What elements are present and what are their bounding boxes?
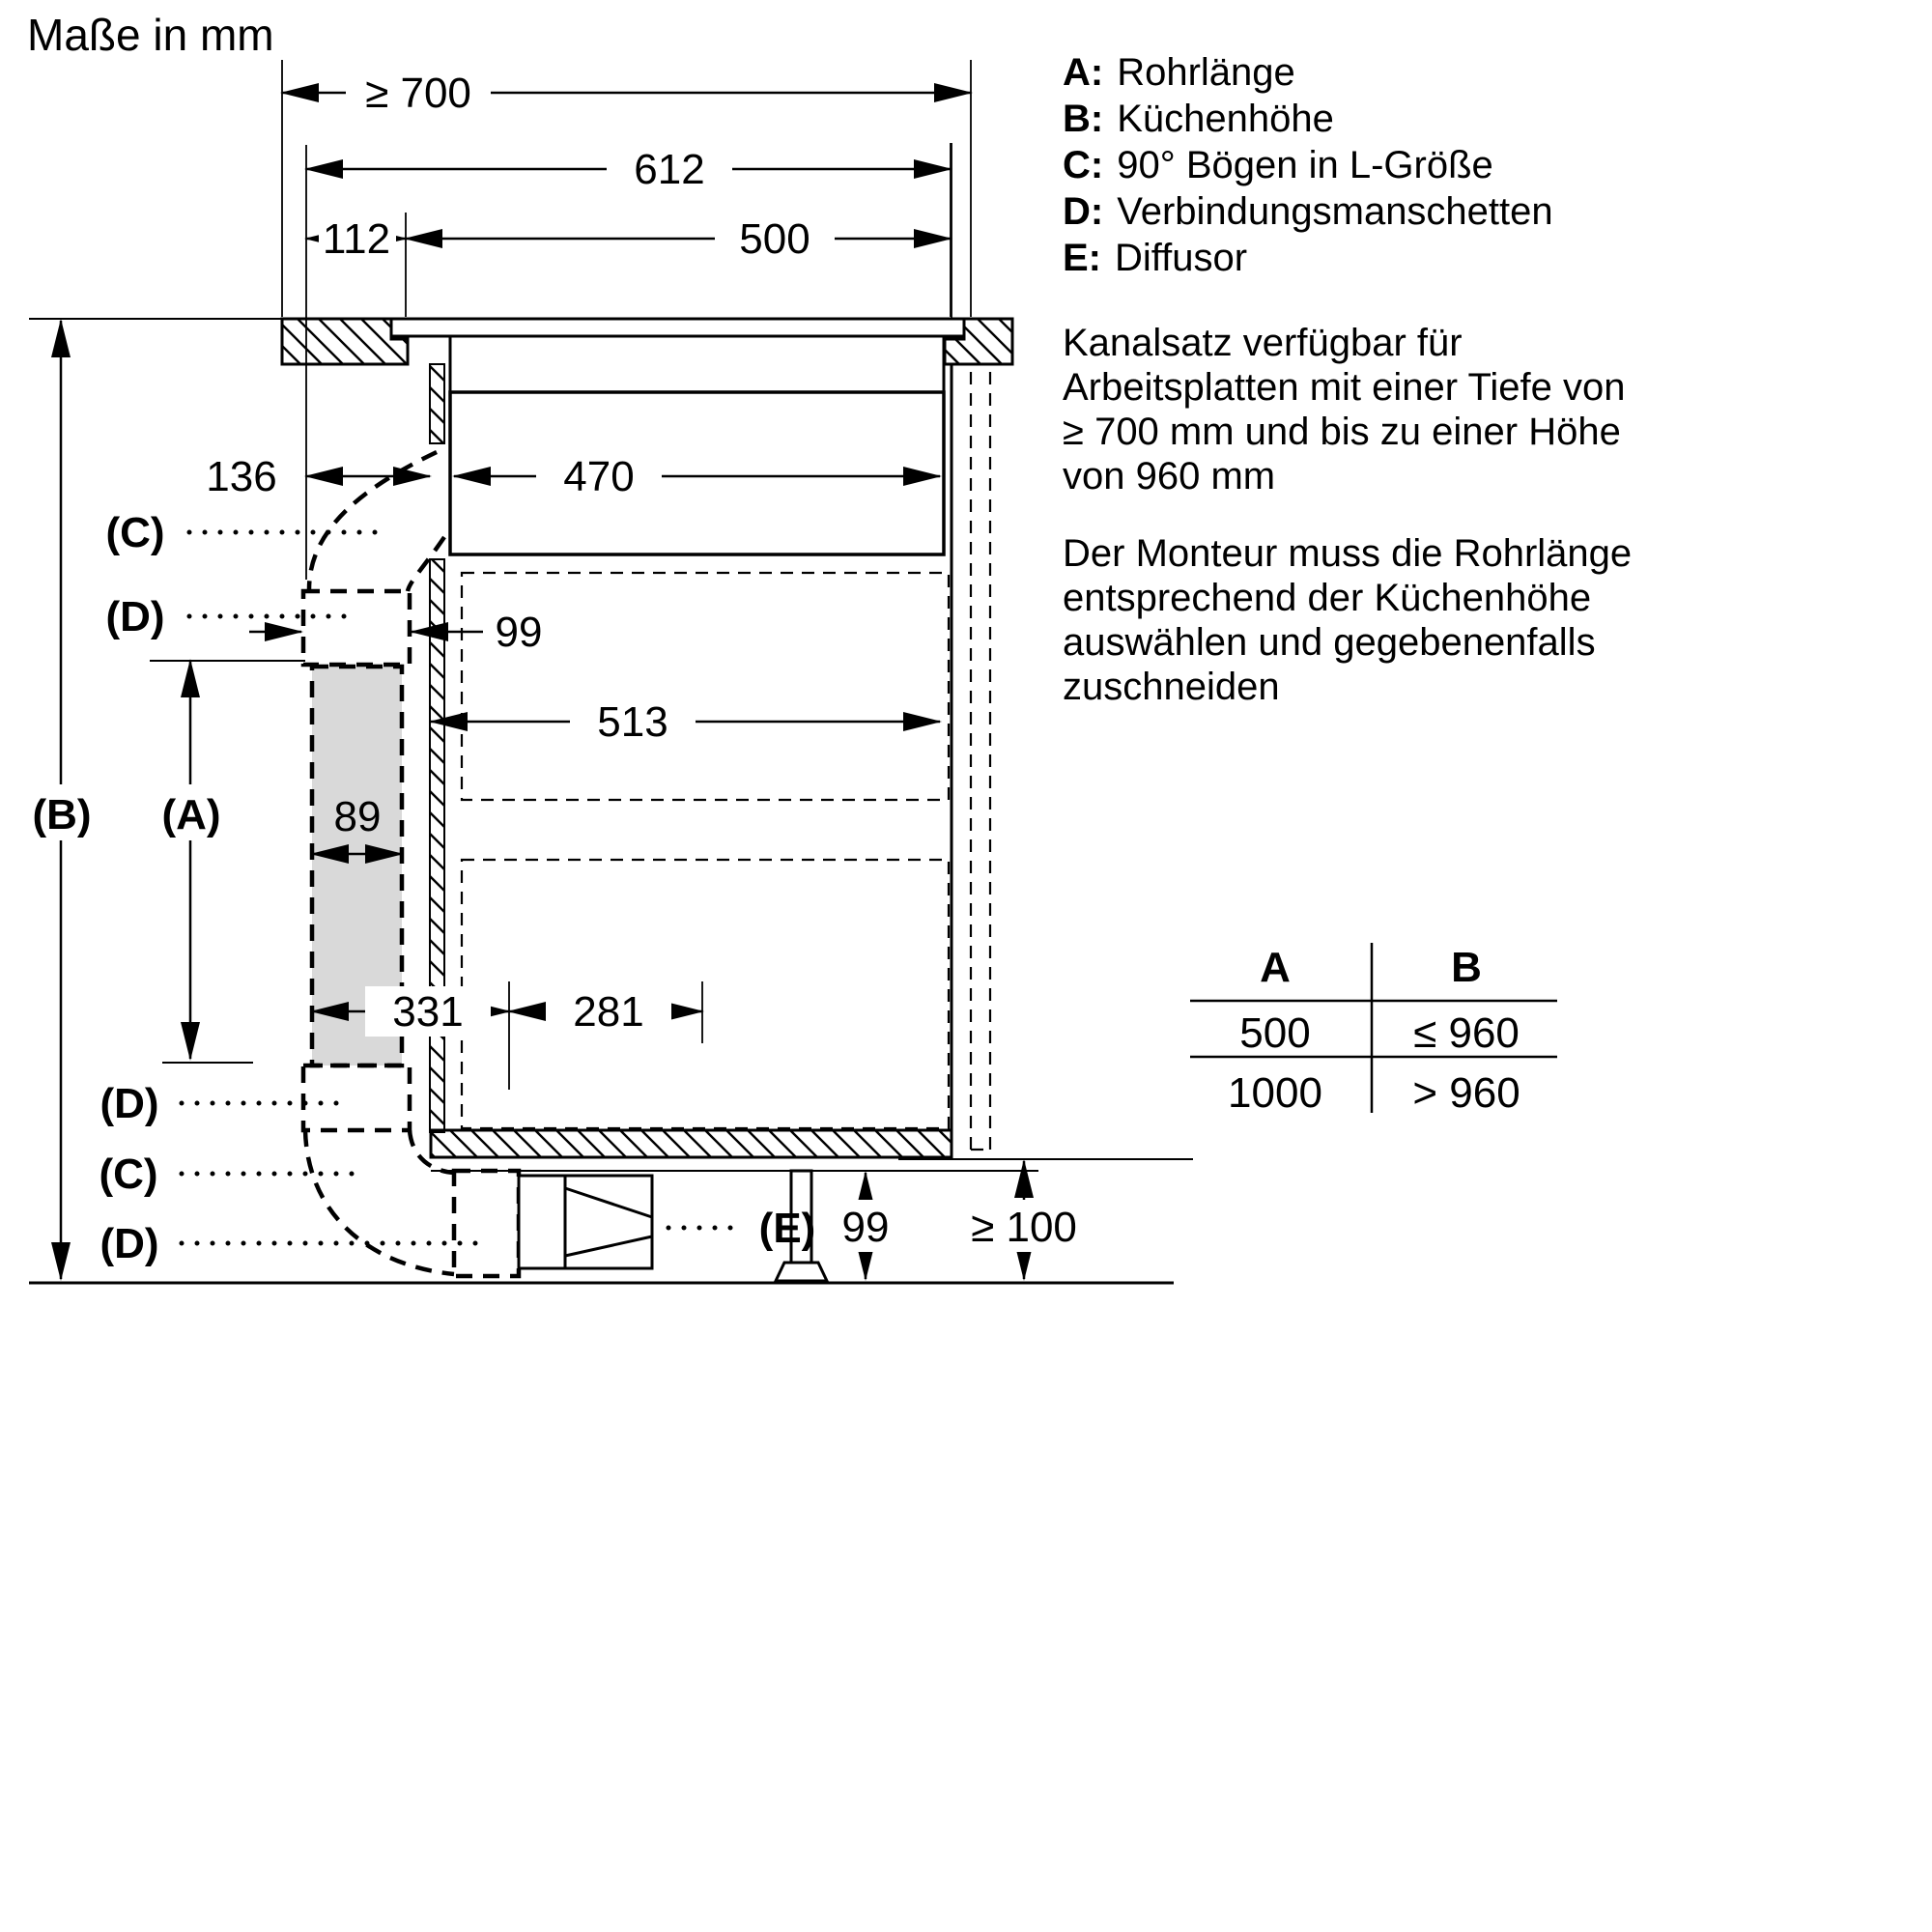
legend-text-b: Küchenhöhe <box>1117 98 1334 140</box>
plinth-foot-base <box>776 1263 827 1281</box>
note-installer-line1: Der Monteur muss die Rohrlänge <box>1063 532 1633 575</box>
diffusor-neck <box>519 1176 565 1268</box>
mark-e-label: (E) <box>758 1205 816 1252</box>
svg-text:E:Diffusor <box>1063 237 1247 279</box>
table-header-b: B <box>1451 944 1482 991</box>
svg-text:A:Rohrlänge <box>1063 51 1295 94</box>
table-cell-b2: > 960 <box>1412 1069 1520 1117</box>
svg-text:B:Küchenhöhe <box>1063 98 1334 140</box>
table-cell-b1: ≤ 960 <box>1413 1009 1520 1057</box>
pipe-length-table <box>1190 943 1557 1117</box>
dim-duct-gap-upper: 99 <box>495 609 543 656</box>
mark-b-label: (B) <box>32 791 92 838</box>
page-title: Maße in mm <box>27 10 274 60</box>
connector-upper <box>303 591 410 665</box>
legend <box>1063 51 1553 279</box>
dim-pipe-depth: 89 <box>333 793 382 840</box>
dim-worktop-depth: ≥ 700 <box>365 70 471 117</box>
cabinet-bottom-shelf <box>431 1130 952 1157</box>
mark-c-lower: (C) <box>99 1151 158 1198</box>
note-installer-line4: zuschneiden <box>1063 666 1280 708</box>
svg-text:D:Verbindungsmanschetten <box>1063 190 1553 233</box>
legend-text-e: Diffusor <box>1115 237 1248 279</box>
note-availability-line2: Arbeitsplatten mit einer Tiefe von <box>1063 366 1626 409</box>
dim-cutout: 500 <box>739 215 810 263</box>
dim-hob-total: 612 <box>634 146 705 193</box>
cabinet-panel-lower <box>430 559 444 1132</box>
connector-diffusor <box>454 1171 519 1276</box>
note-availability <box>1063 322 1626 497</box>
legend-key-d: D: <box>1063 190 1104 233</box>
hob-glass-plate <box>391 319 964 336</box>
dim-inner-width: 513 <box>597 698 668 746</box>
svg-text:C:90° Bögen in L-Größe <box>1063 144 1493 186</box>
diffusor-body <box>565 1176 652 1268</box>
note-installer <box>1063 532 1632 708</box>
table-cell-a1: 500 <box>1239 1009 1311 1057</box>
bend-upper-outer <box>309 452 437 589</box>
hob-upper-body <box>450 336 944 392</box>
legend-text-d: Verbindungsmanschetten <box>1117 190 1553 233</box>
legend-text-c: 90° Bögen in L-Größe <box>1117 144 1493 186</box>
drawer-box-upper <box>462 573 949 800</box>
legend-key-a: A: <box>1063 51 1104 94</box>
note-availability-line3: ≥ 700 mm und bis zu einer Höhe <box>1063 411 1621 453</box>
hob-lower-body <box>450 392 944 554</box>
dim-duct-rear: 281 <box>573 988 644 1036</box>
worktop-left-section <box>282 319 408 364</box>
note-availability-line4: von 960 mm <box>1063 455 1276 497</box>
cabinet-panel-upper <box>430 364 444 443</box>
connector-middle <box>303 1065 410 1130</box>
mark-d-upper: (D) <box>105 593 165 640</box>
table-header-a: A <box>1260 944 1291 991</box>
legend-key-b: B: <box>1063 98 1104 140</box>
mark-d-lower: (D) <box>99 1220 159 1267</box>
table-cell-a2: 1000 <box>1228 1069 1322 1117</box>
note-installer-line3: auswählen und gegebenenfalls <box>1063 621 1596 664</box>
dim-plinth-clearance: ≥ 100 <box>971 1204 1077 1251</box>
legend-key-e: E: <box>1063 237 1101 279</box>
dim-duct-front: 331 <box>392 988 464 1036</box>
note-installer-line2: entsprechend der Küchenhöhe <box>1063 577 1592 619</box>
legend-key-c: C: <box>1063 144 1104 186</box>
mark-a-label: (A) <box>161 791 221 838</box>
note-availability-line1: Kanalsatz verfügbar für <box>1063 322 1463 364</box>
drawer-box-lower <box>462 860 949 1128</box>
dim-body-width: 470 <box>563 453 635 500</box>
mark-c-upper: (C) <box>105 509 165 556</box>
dim-rear-offset: 112 <box>322 215 391 263</box>
legend-text-a: Rohrlänge <box>1117 51 1295 94</box>
dim-rear-clearance: 136 <box>206 453 277 500</box>
mark-d-middle: (D) <box>99 1080 159 1127</box>
dim-plinth-height: 99 <box>841 1204 890 1251</box>
